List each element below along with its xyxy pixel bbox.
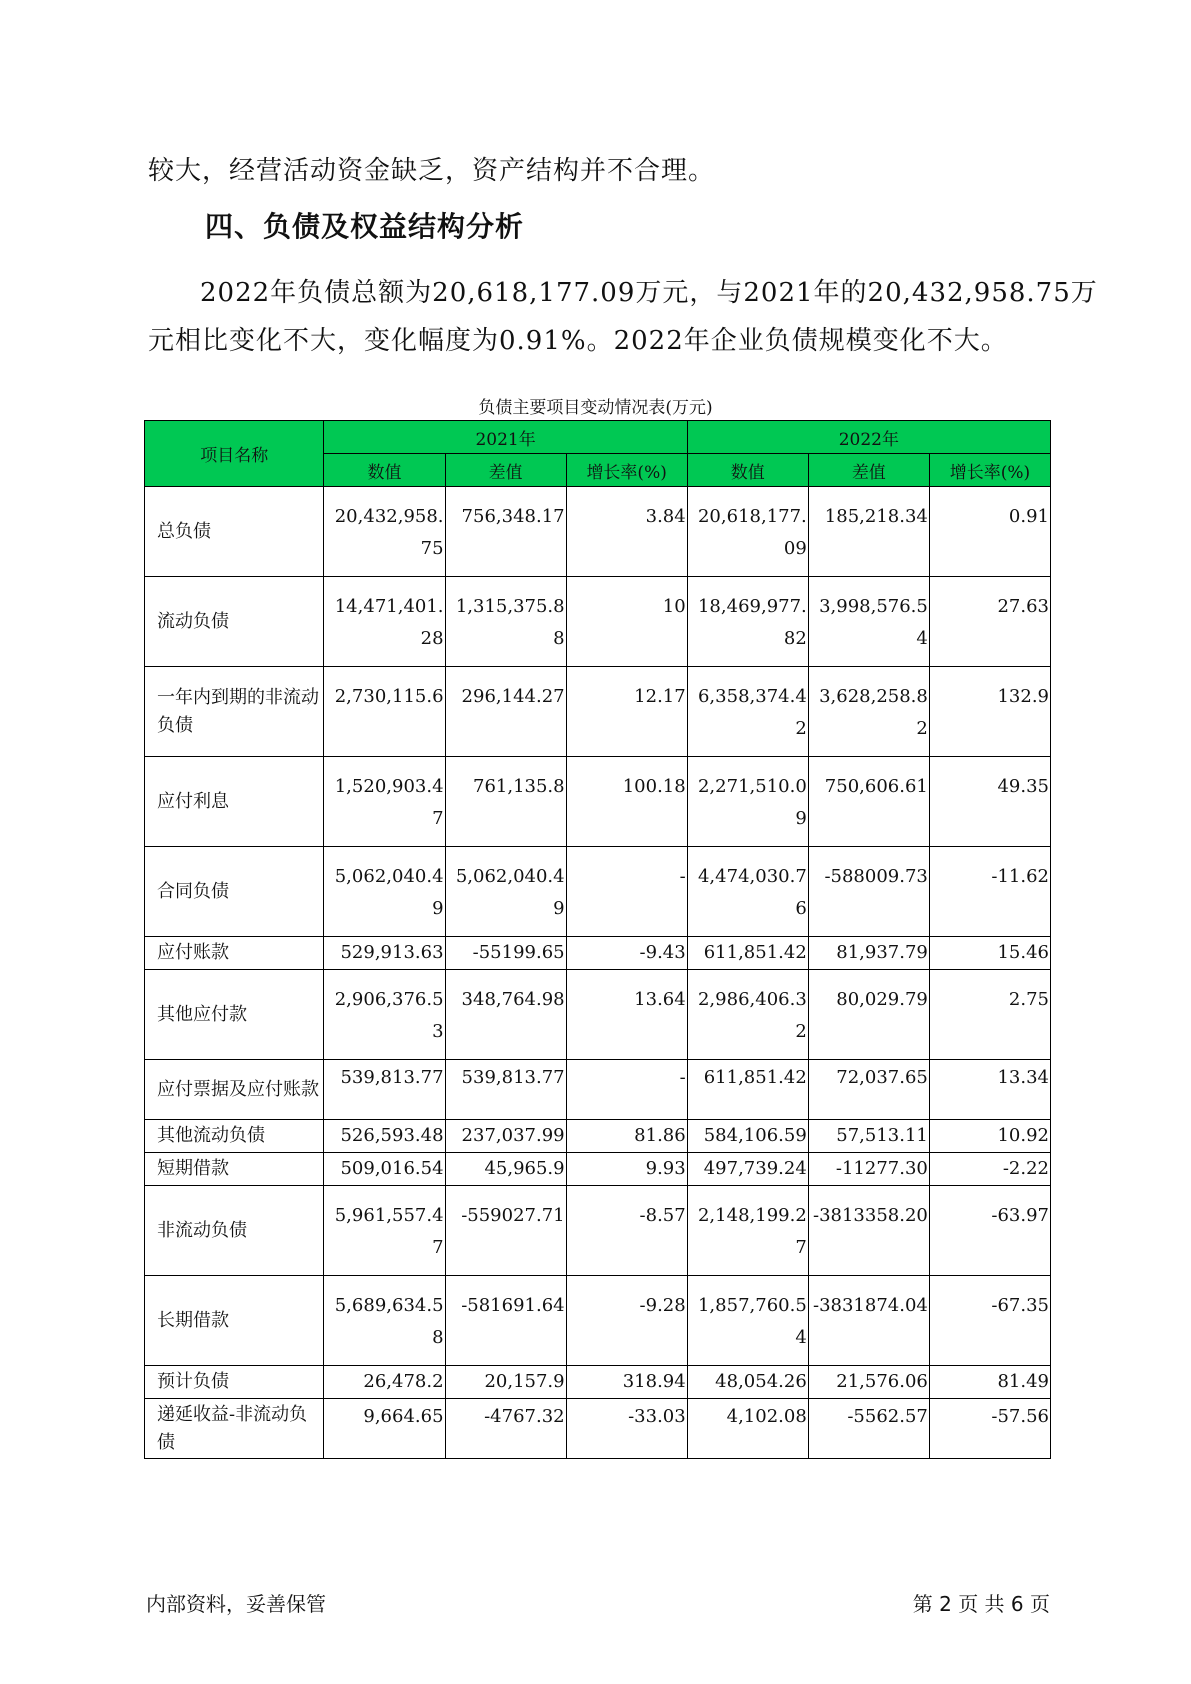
row-cell: 132.9 bbox=[929, 667, 1050, 757]
row-cell: 584,106.59 bbox=[687, 1120, 808, 1153]
row-cell: -581691.64 bbox=[445, 1276, 566, 1366]
table-row bbox=[145, 937, 1051, 970]
paragraph-line-2: 元相比变化不大，变化幅度为0.91%。2022年企业负债规模变化不大。 bbox=[148, 326, 1008, 356]
row-cell: 18,469,977.82 bbox=[687, 577, 808, 667]
row-cell: 185,218.34 bbox=[808, 487, 929, 577]
footer-page-number: 第 2 页 共 6 页 bbox=[912, 1592, 1050, 1616]
row-cell: 6,358,374.42 bbox=[687, 667, 808, 757]
row-cell: 57,513.11 bbox=[808, 1120, 929, 1153]
row-item-name: 短期借款 bbox=[145, 1153, 324, 1186]
row-cell: 611,851.42 bbox=[687, 937, 808, 970]
row-cell: - bbox=[566, 847, 687, 937]
row-cell: 539,813.77 bbox=[324, 1060, 445, 1120]
row-cell: 756,348.17 bbox=[445, 487, 566, 577]
row-cell: 49.35 bbox=[929, 757, 1050, 847]
table-caption: 负债主要项目变动情况表(万元) bbox=[478, 398, 713, 418]
row-cell: -4767.32 bbox=[445, 1399, 566, 1459]
row-cell: 5,062,040.49 bbox=[324, 847, 445, 937]
row-cell: 529,913.63 bbox=[324, 937, 445, 970]
row-cell: 1,520,903.47 bbox=[324, 757, 445, 847]
table-row bbox=[145, 1366, 1051, 1399]
row-cell: 3.84 bbox=[566, 487, 687, 577]
table-row bbox=[145, 1186, 1051, 1276]
row-cell: 2,906,376.53 bbox=[324, 970, 445, 1060]
paragraph-continued: 较大，经营活动资金缺乏，资产结构并不合理。 bbox=[148, 156, 716, 186]
row-cell: 9.93 bbox=[566, 1153, 687, 1186]
row-item-name: 合同负债 bbox=[145, 847, 324, 937]
header-diff-2021: 差值 bbox=[445, 454, 566, 487]
table-row bbox=[145, 757, 1051, 847]
row-cell: 1,315,375.88 bbox=[445, 577, 566, 667]
row-cell: 20,432,958.75 bbox=[324, 487, 445, 577]
row-cell: 348,764.98 bbox=[445, 970, 566, 1060]
paragraph-line-1: 2022年负债总额为20,618,177.09万元，与2021年的20,432,958.75万 bbox=[200, 278, 1098, 308]
header-year-2022: 2022年 bbox=[687, 421, 1050, 454]
row-item-name: 应付账款 bbox=[145, 937, 324, 970]
row-cell: 4,102.08 bbox=[687, 1399, 808, 1459]
row-cell: 497,739.24 bbox=[687, 1153, 808, 1186]
row-item-name: 一年内到期的非流动负债 bbox=[145, 667, 324, 757]
liabilities-table bbox=[144, 420, 1051, 1459]
row-item-name: 应付利息 bbox=[145, 757, 324, 847]
header-growth-2022: 增长率(%) bbox=[929, 454, 1050, 487]
row-cell: 611,851.42 bbox=[687, 1060, 808, 1120]
row-cell: -33.03 bbox=[566, 1399, 687, 1459]
row-cell: 9,664.65 bbox=[324, 1399, 445, 1459]
row-cell: 3,998,576.54 bbox=[808, 577, 929, 667]
row-cell: 4,474,030.76 bbox=[687, 847, 808, 937]
row-cell: -67.35 bbox=[929, 1276, 1050, 1366]
row-cell: -3831874.04 bbox=[808, 1276, 929, 1366]
row-cell: 20,157.9 bbox=[445, 1366, 566, 1399]
row-cell: 12.17 bbox=[566, 667, 687, 757]
row-cell: 21,576.06 bbox=[808, 1366, 929, 1399]
row-cell: 539,813.77 bbox=[445, 1060, 566, 1120]
row-cell: 318.94 bbox=[566, 1366, 687, 1399]
row-cell: 2,271,510.09 bbox=[687, 757, 808, 847]
row-cell: 45,965.9 bbox=[445, 1153, 566, 1186]
row-cell: 10.92 bbox=[929, 1120, 1050, 1153]
row-cell: -2.22 bbox=[929, 1153, 1050, 1186]
row-item-name: 应付票据及应付账款 bbox=[145, 1060, 324, 1120]
row-cell: 5,062,040.49 bbox=[445, 847, 566, 937]
row-cell: 3,628,258.82 bbox=[808, 667, 929, 757]
row-cell: -588009.73 bbox=[808, 847, 929, 937]
row-cell: 2.75 bbox=[929, 970, 1050, 1060]
row-item-name: 预计负债 bbox=[145, 1366, 324, 1399]
table-row bbox=[145, 487, 1051, 577]
row-cell: 48,054.26 bbox=[687, 1366, 808, 1399]
row-item-name: 总负债 bbox=[145, 487, 324, 577]
row-cell: 761,135.8 bbox=[445, 757, 566, 847]
row-cell: 2,148,199.27 bbox=[687, 1186, 808, 1276]
table-row bbox=[145, 1153, 1051, 1186]
table-row bbox=[145, 667, 1051, 757]
row-cell: -8.57 bbox=[566, 1186, 687, 1276]
row-cell: 296,144.27 bbox=[445, 667, 566, 757]
row-cell: 10 bbox=[566, 577, 687, 667]
row-cell: 81.49 bbox=[929, 1366, 1050, 1399]
row-cell: 14,471,401.28 bbox=[324, 577, 445, 667]
row-cell: 72,037.65 bbox=[808, 1060, 929, 1120]
row-cell: 81.86 bbox=[566, 1120, 687, 1153]
row-cell: -63.97 bbox=[929, 1186, 1050, 1276]
row-cell: 80,029.79 bbox=[808, 970, 929, 1060]
row-cell: 81,937.79 bbox=[808, 937, 929, 970]
row-cell: -559027.71 bbox=[445, 1186, 566, 1276]
section-heading: 四、负债及权益结构分析 bbox=[205, 210, 525, 243]
row-item-name: 递延收益-非流动负债 bbox=[145, 1399, 324, 1459]
row-cell: 0.91 bbox=[929, 487, 1050, 577]
row-cell: - bbox=[566, 1060, 687, 1120]
row-item-name: 其他流动负债 bbox=[145, 1120, 324, 1153]
row-cell: 13.64 bbox=[566, 970, 687, 1060]
table-row bbox=[145, 1120, 1051, 1153]
header-year-2021: 2021年 bbox=[324, 421, 687, 454]
row-cell: 509,016.54 bbox=[324, 1153, 445, 1186]
row-cell: -9.43 bbox=[566, 937, 687, 970]
row-item-name: 其他应付款 bbox=[145, 970, 324, 1060]
header-value-2022: 数值 bbox=[687, 454, 808, 487]
row-cell: -11.62 bbox=[929, 847, 1050, 937]
row-item-name: 非流动负债 bbox=[145, 1186, 324, 1276]
table-row bbox=[145, 1060, 1051, 1120]
header-diff-2022: 差值 bbox=[808, 454, 929, 487]
row-cell: -3813358.20 bbox=[808, 1186, 929, 1276]
table-row bbox=[145, 970, 1051, 1060]
row-cell: 5,689,634.58 bbox=[324, 1276, 445, 1366]
row-cell: 26,478.2 bbox=[324, 1366, 445, 1399]
row-item-name: 流动负债 bbox=[145, 577, 324, 667]
table-row bbox=[145, 1276, 1051, 1366]
table-row bbox=[145, 847, 1051, 937]
row-cell: -57.56 bbox=[929, 1399, 1050, 1459]
table-row bbox=[145, 1399, 1051, 1459]
header-value-2021: 数值 bbox=[324, 454, 445, 487]
row-cell: -11277.30 bbox=[808, 1153, 929, 1186]
footer-confidential-note: 内部资料，妥善保管 bbox=[146, 1592, 326, 1616]
row-cell: -55199.65 bbox=[445, 937, 566, 970]
header-growth-2021: 增长率(%) bbox=[566, 454, 687, 487]
row-cell: 237,037.99 bbox=[445, 1120, 566, 1153]
row-cell: 13.34 bbox=[929, 1060, 1050, 1120]
table-row bbox=[145, 577, 1051, 667]
row-cell: -5562.57 bbox=[808, 1399, 929, 1459]
row-cell: 2,730,115.6 bbox=[324, 667, 445, 757]
row-cell: 526,593.48 bbox=[324, 1120, 445, 1153]
row-cell: 15.46 bbox=[929, 937, 1050, 970]
row-cell: 1,857,760.54 bbox=[687, 1276, 808, 1366]
row-cell: 2,986,406.32 bbox=[687, 970, 808, 1060]
header-item-name: 项目名称 bbox=[145, 421, 324, 487]
row-cell: -9.28 bbox=[566, 1276, 687, 1366]
row-cell: 5,961,557.47 bbox=[324, 1186, 445, 1276]
row-cell: 20,618,177.09 bbox=[687, 487, 808, 577]
row-cell: 750,606.61 bbox=[808, 757, 929, 847]
row-cell: 27.63 bbox=[929, 577, 1050, 667]
row-item-name: 长期借款 bbox=[145, 1276, 324, 1366]
row-cell: 100.18 bbox=[566, 757, 687, 847]
